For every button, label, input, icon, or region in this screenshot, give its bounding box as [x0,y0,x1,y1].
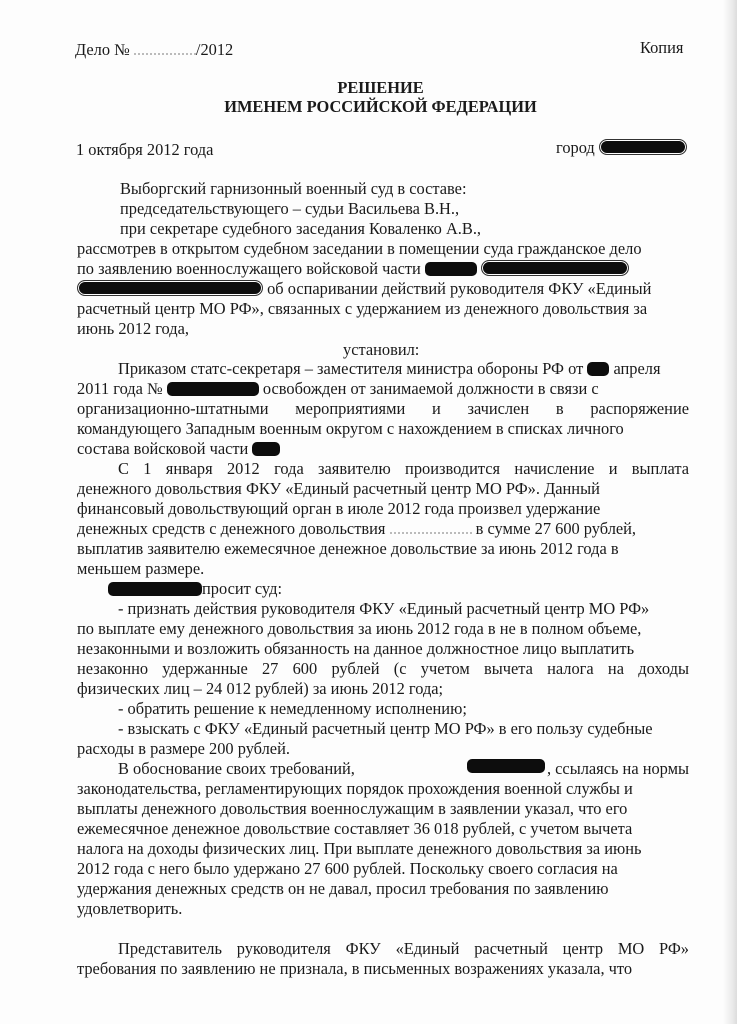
redacted-unit-number [425,262,477,276]
p1-line-4: командующего Западным военным округом с нахождением в списках личного [77,419,624,438]
established-heading: установил: [343,340,420,359]
p3-bullet-3-line-1: - взыскать с ФКУ «Единый расчетный центр МО РФ» в его пользу судебные [118,719,653,738]
p4-line-6: 2012 года с него было удержано 27 600 рублей. Поскольку своего согласия на [77,859,618,878]
intro-line-1: рассмотрев в открытом судебном заседании в помещении суда гражданское дело [77,239,642,258]
redacted-applicant-name [481,260,629,276]
p5-line-2: требования по заявлению не признала, в письменных возражениях указала, что [77,959,633,978]
intro-line-3-text: об оспаривании действий руководителя ФКУ «Единый [267,279,652,298]
p2-line-1: С 1 января 2012 года заявителю производится начисление и выплата [118,459,689,478]
p3-line-1-text: просит суд: [202,579,282,598]
p3-bullet-2: - обратить решение к немедленному исполнению; [118,699,467,718]
intro-line-4: расчетный центр МО РФ», связанных с удержанием из денежного довольствия за [77,299,648,318]
p2-line-4-text: денежных средств с денежного довольствия [77,519,386,538]
p3-bullet-1-line-4: незаконно удержанные 27 600 рублей (с учетом вычета налога на доходы [77,659,689,678]
p3-bullet-3-line-2: расходы в размере 200 рублей. [77,739,290,758]
p1-line-2-text: 2011 года № [77,379,163,398]
case-number-suffix: /2012 [195,40,234,59]
redacted-surname-faint [390,522,472,534]
p1-line-1 [118,359,661,379]
redacted-unit-number-2 [252,442,280,456]
title-decision: РЕШЕНИЕ [337,78,424,97]
p2-line-2: денежного довольствия ФКУ «Единый расчетный центр МО РФ». Данный [77,479,600,498]
redacted-applicant-surname [108,582,202,596]
copy-mark: Копия [640,38,684,57]
presiding-judge: председательствующего – судьи Васильева В.Н., [120,199,460,218]
court-composition: Выборгский гарнизонный военный суд в составе: [120,179,467,198]
case-number-prefix: Дело № [75,40,130,59]
intro-line-2 [77,259,629,279]
p1-line-3: организационно-штатными мероприятиями и зачислен в распоряжение [77,399,689,418]
p2-line-3: финансовый довольствующий орган в июле 2012 года произвел удержание [77,499,601,518]
p4-line-1-tail [467,759,689,779]
p1-line-1-text: Приказом статс-секретаря – заместителя министра обороны РФ от [118,359,584,378]
court-secretary: при секретаре судебного заседания Коваленко А.В., [120,219,482,238]
title-in-name-of-rf: ИМЕНЕМ РОССИЙСКОЙ ФЕДЕРАЦИИ [224,97,537,116]
p3-line-1 [108,579,282,599]
redacted-day [587,362,609,376]
p4-line-2: законодательства, регламентирующих порядок прохождения военной службы и [77,779,633,798]
p3-bullet-1-line-2: по выплате ему денежного довольствия за июнь 2012 года в не в полном объеме, [77,619,642,638]
p2-line-4-amount: в сумме 27 600 рублей, [475,519,637,538]
p4-line-8: удовлетворить. [77,899,183,918]
intro-line-2-text: по заявлению военнослужащего войсковой части [77,259,421,278]
p2-line-4 [77,519,636,539]
p1-line-5 [77,439,280,459]
p3-bullet-1-line-1: - признать действия руководителя ФКУ «Единый расчетный центр МО РФ» [118,599,650,618]
p4-line-4: ежемесячное денежное довольствие составляет 36 018 рублей, с учетом вычета [77,819,633,838]
p5-line-1: Представитель руководителя ФКУ «Единый расчетный центр МО РФ» [118,939,689,958]
redacted-city [599,139,687,155]
p3-bullet-1-line-3: незаконными и возложить обязанность на данное должностное лицо выплатить [77,639,635,658]
city-line [556,138,687,158]
p4-line-1-rest: , ссылаясь на нормы [546,759,689,778]
redacted-applicant-fullname [77,280,263,296]
p3-bullet-1-line-5: физических лиц – 24 012 рублей) за июнь 2012 года; [77,679,444,698]
p1-line-2-rest: освобожден от занимаемой должности в связи с [262,379,599,398]
p2-line-5: выплатив заявителю ежемесячное денежное довольствие за июнь 2012 года в [77,539,619,558]
redacted-case-number [134,43,196,55]
intro-line-3 [77,279,651,299]
p1-line-2 [77,379,599,399]
p4-line-7: удержания денежных средств он не давал, просил требования по заявлению [77,879,609,898]
p1-line-1-month: апреля [613,359,661,378]
p4-line-1-text: В обоснование своих требований, [118,759,355,778]
city-label: город [556,138,595,157]
intro-line-5: июнь 2012 года, [77,319,189,338]
p1-line-5-text: состава войсковой части [77,439,249,458]
decision-date: 1 октября 2012 года [76,140,214,159]
p2-line-6: меньшем размере. [77,559,205,578]
redacted-applicant-surname-2 [467,759,545,773]
redacted-order-number [167,382,259,396]
p4-line-5: налога на доходы физических лиц. При выплате денежного довольствия за июнь [77,839,642,858]
page-edge-shadow [723,0,737,1024]
p4-line-1 [118,759,689,779]
case-number [75,40,233,60]
p4-line-3: выплаты денежного довольствия военнослужащим в заявлении указал, что его [77,799,628,818]
